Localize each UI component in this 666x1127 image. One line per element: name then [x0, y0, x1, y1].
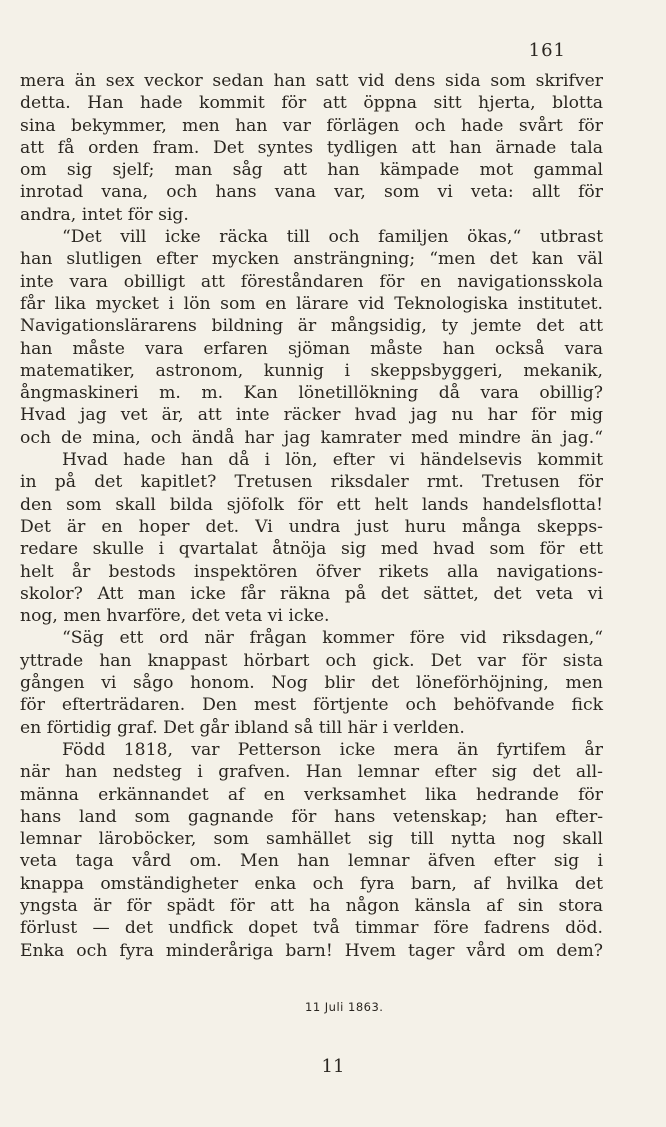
text-line: knappa omständigheter enka och fyra barn, af hvilka det	[20, 873, 603, 894]
signature-mark: 11	[321, 1056, 345, 1077]
text-line: gången vi sågo honom. Nog blir det löneförhöjning, men	[20, 673, 603, 694]
text-line: yngsta är för spädt för att ha någon känsla af sin stora	[20, 895, 603, 916]
text-line: han måste vara erfaren sjöman måste han också vara	[20, 338, 603, 359]
text-line: “Det vill icke räcka till och familjen ökas,“ utbrast	[62, 227, 603, 248]
text-line: andra, intet för sig.	[20, 204, 189, 225]
text-line: en förtidig graf. Det går ibland så till här i verlden.	[20, 717, 465, 738]
text-line: nog, men hvarföre, det veta vi icke.	[20, 606, 330, 627]
text-line: den som skall bilda sjöfolk för ett helt lands handelsflotta!	[20, 494, 603, 515]
text-line: Hvad jag vet är, att inte räcker hvad jag nu har för mig	[20, 405, 603, 426]
text-line: när han nedsteg i grafven. Han lemnar efter sig det all-	[20, 762, 603, 783]
text-line: Hvad hade han då i lön, efter vi händelsevis kommit	[62, 450, 603, 471]
date-note: 11 Juli 1863.	[305, 1000, 384, 1014]
text-line: får lika mycket i lön som en lärare vid Teknologiska institutet.	[20, 293, 603, 314]
text-line: detta. Han hade kommit för att öppna sitt hjerta, blotta	[20, 93, 603, 114]
text-line: inrotad vana, och hans vana var, som vi veta: allt för	[20, 182, 603, 203]
text-line: sina bekymmer, men han var förlägen och hade svårt för	[20, 115, 603, 136]
text-line: männa erkännandet af en verksamhet lika hedrande för	[20, 784, 603, 805]
text-line: in på det kapitlet? Tretusen riksdaler rmt. Tretusen för	[20, 472, 603, 493]
text-line: att få orden fram. Det syntes tydligen att han ärnade tala	[20, 137, 603, 158]
text-line: Navigationslärarens bildning är mångsidig, ty jemte det att	[20, 316, 603, 337]
text-line: Enka och fyra minderåriga barn! Hvem tager vård om dem?	[20, 940, 603, 961]
text-line: “Säg ett ord när frågan kommer före vid riksdagen,“	[62, 628, 603, 649]
text-line: ångmaskineri m. m. Kan lönetillökning då vara obillig?	[20, 383, 603, 404]
text-line: förlust — det undfick dopet två timmar före fadrens död.	[20, 918, 603, 939]
text-line: mera än sex veckor sedan han satt vid dens sida som skrifver	[20, 71, 603, 91]
text-line: skolor? Att man icke får räkna på det sättet, det veta vi	[20, 583, 603, 604]
text-line: inte vara obilligt att föreståndaren för en navigationsskola	[20, 271, 603, 292]
text-line: Född 1818, var Petterson icke mera än fyrtifem år	[62, 739, 603, 760]
text-line: för efterträdaren. Den mest förtjente och behöfvande fick	[20, 695, 603, 716]
text-line: matematiker, astronom, kunnig i skeppsbyggeri, mekanik,	[20, 360, 603, 381]
text-line: och de mina, och ändå har jag kamrater med mindre än jag.“	[20, 427, 603, 448]
text-line: redare skulle i qvartalat åtnöja sig med hvad som för ett	[20, 539, 603, 560]
page-number: 161	[528, 40, 566, 61]
text-line: om sig sjelf; man såg att han kämpade mot gammal	[20, 160, 603, 181]
text-line: yttrade han knappast hörbart och gick. Det var för sista	[20, 650, 603, 671]
text-line: hans land som gagnande för hans vetenskap; han efter-	[20, 806, 603, 827]
text-line: veta taga vård om. Men han lemnar äfven efter sig i	[20, 851, 603, 872]
text-line: han slutligen efter mycken ansträngning; “men det kan väl	[20, 249, 603, 270]
text-line: Det är en hoper det. Vi undra just huru många skepps-	[20, 516, 603, 537]
text-line: helt år bestods inspektören öfver rikets alla navigations-	[20, 561, 603, 582]
text-line: lemnar läroböcker, som samhället sig till nytta nog skall	[20, 829, 603, 850]
body-text	[20, 70, 603, 962]
